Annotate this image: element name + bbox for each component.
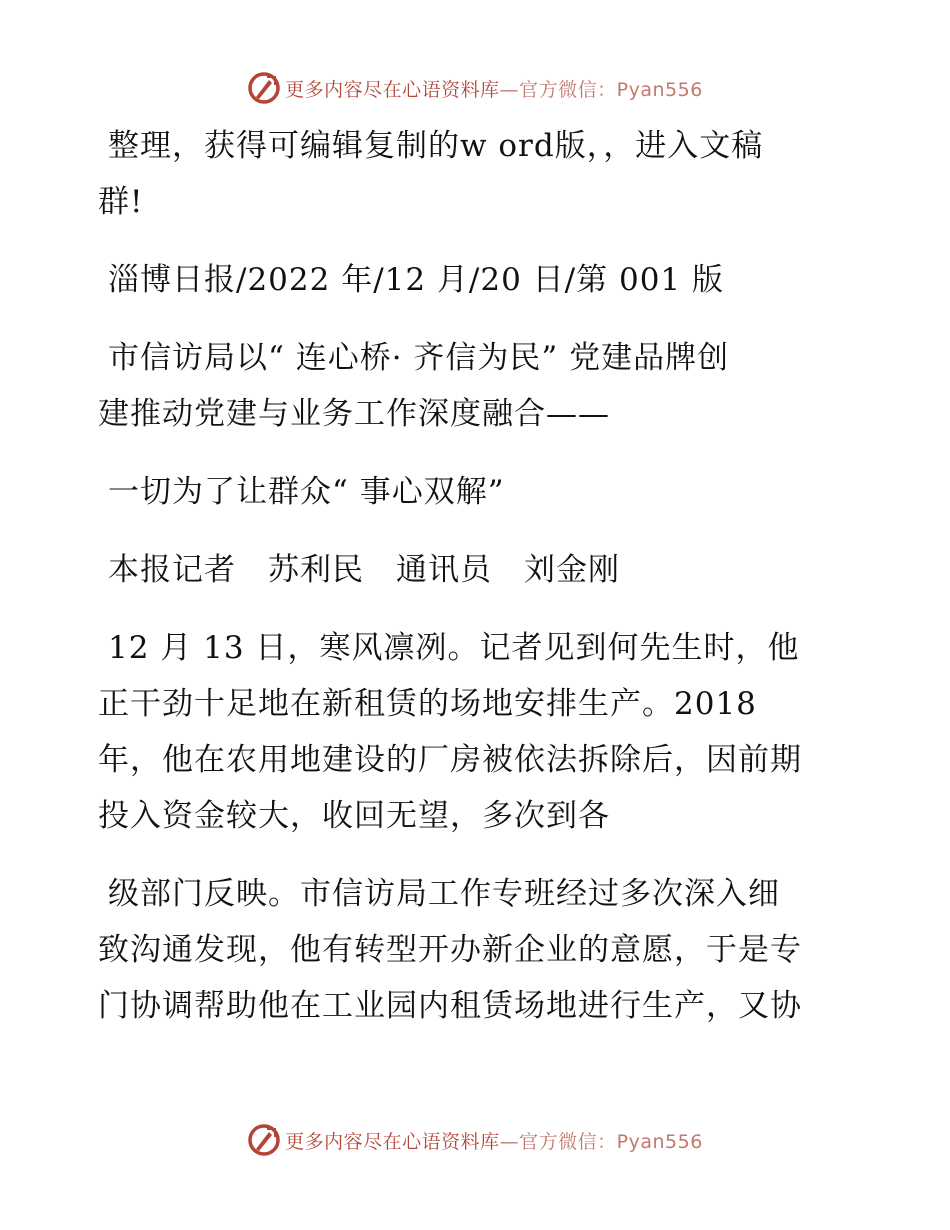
text-line: 一切为了让群众“ 事心双解” xyxy=(108,474,505,510)
text-line: 正干劲十足地在新租赁的场地安排生产。2018 xyxy=(98,686,757,722)
paragraph-body-2 xyxy=(98,866,858,1034)
quill-pen-circle-icon xyxy=(247,71,281,105)
text-line: 12 月 13 日，寒风凛冽。记者见到何先生时，他 xyxy=(108,630,800,666)
text-line: 级部门反映。市信访局工作专班经过多次深入细 xyxy=(108,876,780,912)
text-line: 投入资金较大，收回无望，多次到各 xyxy=(98,798,610,834)
quill-pen-circle-icon xyxy=(247,1123,281,1157)
header-watermark xyxy=(0,68,950,108)
paragraph-headline xyxy=(98,330,858,442)
text-line: 淄博日报/2022 年/12 月/20 日/第 001 版 xyxy=(108,262,725,298)
watermark-separator: — xyxy=(499,1130,520,1153)
paragraph-source xyxy=(98,252,858,308)
watermark-tail: 官方微信：Pyan556 xyxy=(519,1130,703,1153)
text-line: 建推动党建与业务工作深度融合—— xyxy=(98,396,610,432)
text-line: 门协调帮助他在工业园内租赁场地进行生产，又协 xyxy=(98,988,802,1024)
document-body xyxy=(98,118,858,1056)
watermark-separator: — xyxy=(499,78,520,101)
text-line: 群! xyxy=(98,184,144,220)
paragraph-body-1 xyxy=(98,620,858,844)
text-line: 市信访局以“ 连心桥· 齐信为民” 党建品牌创 xyxy=(108,340,730,376)
watermark-tail: 官方微信：Pyan556 xyxy=(519,78,703,101)
paragraph-subheadline xyxy=(98,464,858,520)
watermark-main: 更多内容尽在心语资料库 xyxy=(285,78,500,101)
footer-watermark xyxy=(0,1120,950,1160)
paragraph-byline xyxy=(98,542,858,598)
paragraph-intro xyxy=(98,118,858,230)
text-line: 本报记者 苏利民 通讯员 刘金刚 xyxy=(108,552,620,588)
watermark-main: 更多内容尽在心语资料库 xyxy=(285,1130,500,1153)
text-line: 整理，获得可编辑复制的w ord版，，进入文稿 xyxy=(108,128,764,164)
text-line: 致沟通发现，他有转型开办新企业的意愿，于是专 xyxy=(98,932,802,968)
watermark-text xyxy=(285,75,703,102)
text-line: 年，他在农用地建设的厂房被依法拆除后，因前期 xyxy=(98,742,802,778)
watermark-text xyxy=(285,1127,703,1154)
